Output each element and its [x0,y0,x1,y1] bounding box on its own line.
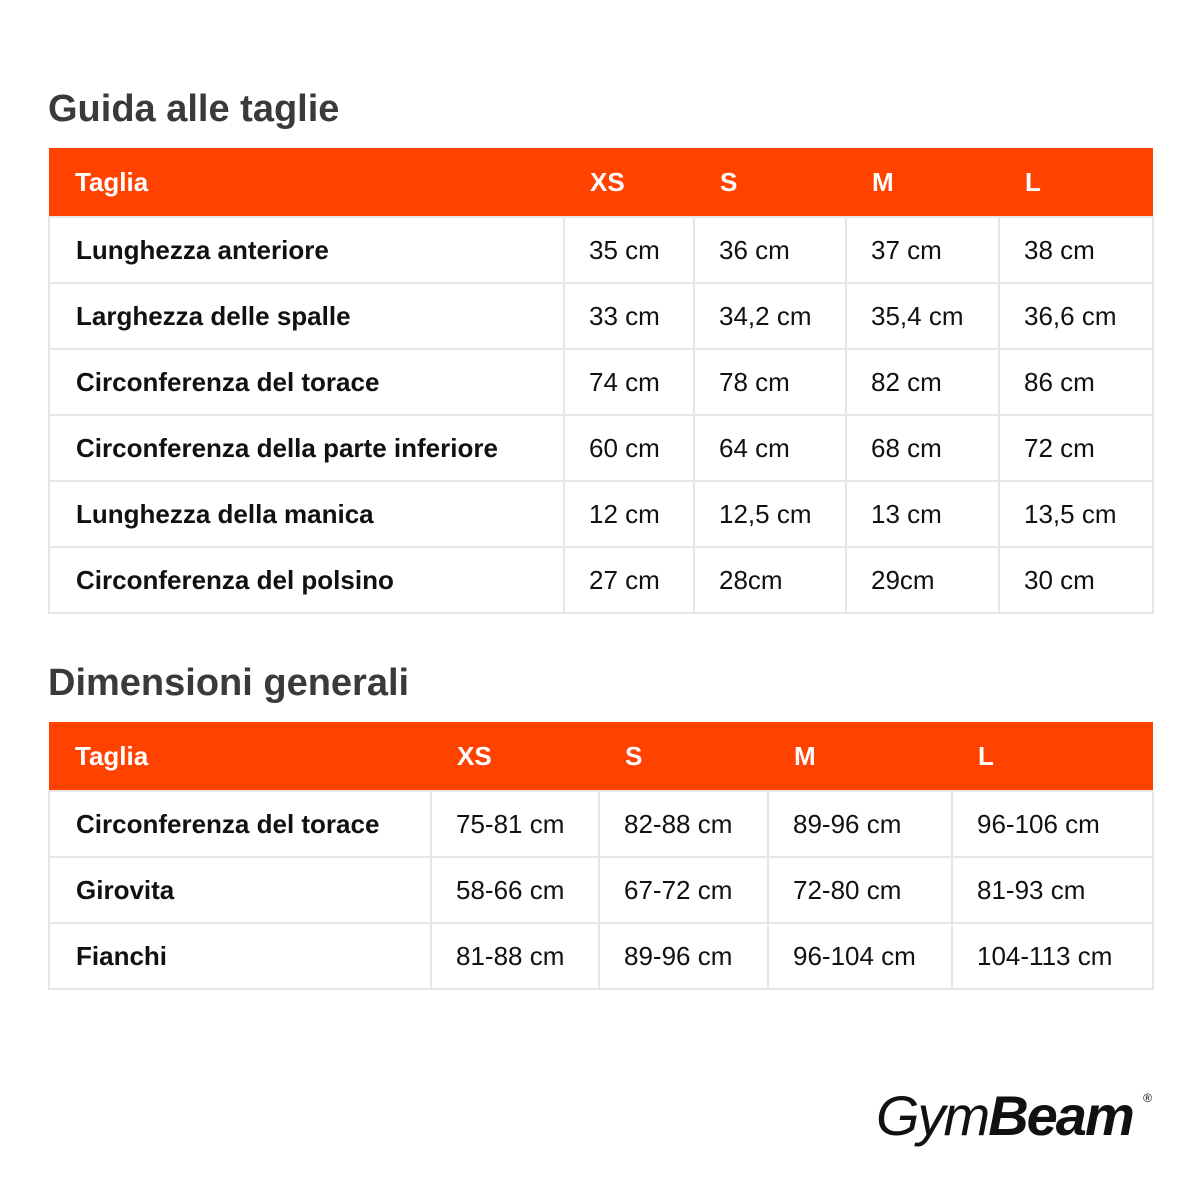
table-cell: 67-72 cm [599,857,768,923]
table-cell: 13,5 cm [999,481,1153,547]
size-guide-title: Guida alle taglie [48,88,340,130]
row-label: Circonferenza della parte inferiore [49,415,564,481]
table-cell: 12 cm [564,481,694,547]
table-cell: 12,5 cm [694,481,846,547]
table-cell: 36,6 cm [999,283,1153,349]
row-label: Circonferenza del torace [49,349,564,415]
header-size-xs: XS [590,166,625,197]
table-cell: 78 cm [694,349,846,415]
logo-text-beam: Beam [988,1084,1133,1147]
header-size-l: L [978,740,994,771]
row-label: Lunghezza della manica [49,481,564,547]
table-row [49,283,1153,349]
table-cell: 29cm [846,547,999,613]
table-cell: 82 cm [846,349,999,415]
header-size-l: L [1025,166,1041,197]
header-size-m: M [794,740,816,771]
row-label: Lunghezza anteriore [49,217,564,283]
table-cell: 28cm [694,547,846,613]
table-cell: 38 cm [999,217,1153,283]
table-cell: 72-80 cm [768,857,952,923]
table-cell: 89-96 cm [768,791,952,857]
table-row [49,791,1153,857]
table-cell: 74 cm [564,349,694,415]
table-cell: 36 cm [694,217,846,283]
table-row [49,349,1153,415]
table-cell: 58-66 cm [431,857,599,923]
table-cell: 82-88 cm [599,791,768,857]
general-dimensions-table [48,722,1154,990]
table-cell: 35,4 cm [846,283,999,349]
header-size-s: S [625,740,643,771]
table-cell: 33 cm [564,283,694,349]
header-size-m: M [872,166,894,197]
table-cell: 68 cm [846,415,999,481]
table-cell: 75-81 cm [431,791,599,857]
row-label: Circonferenza del polsino [49,547,564,613]
table-cell: 96-104 cm [768,923,952,989]
table-cell: 81-93 cm [952,857,1153,923]
table-cell: 96-106 cm [952,791,1153,857]
logo-text-gym: Gym [876,1084,989,1147]
header-size-s: S [720,166,738,197]
table-cell: 37 cm [846,217,999,283]
header-taglia: Taglia [75,166,149,197]
table-cell: 13 cm [846,481,999,547]
table-header-row [49,722,1153,791]
table-row [49,857,1153,923]
table-header-row [49,148,1153,217]
row-label: Fianchi [49,923,431,989]
table-row [49,415,1153,481]
general-dimensions-title: Dimensioni generali [48,662,410,704]
table-cell: 60 cm [564,415,694,481]
table-cell: 104-113 cm [952,923,1153,989]
table-cell: 72 cm [999,415,1153,481]
table-cell: 34,2 cm [694,283,846,349]
size-guide-table [48,148,1154,614]
table-cell: 64 cm [694,415,846,481]
table-cell: 81-88 cm [431,923,599,989]
table-cell: 27 cm [564,547,694,613]
table-row [49,481,1153,547]
table-row [49,923,1153,989]
header-taglia: Taglia [75,740,149,771]
row-label: Girovita [49,857,431,923]
table-row [49,217,1153,283]
row-label: Circonferenza del torace [49,791,431,857]
table-cell: 35 cm [564,217,694,283]
table-cell: 30 cm [999,547,1153,613]
row-label: Larghezza delle spalle [49,283,564,349]
table-cell: 89-96 cm [599,923,768,989]
registered-mark: ® [1143,1091,1152,1105]
table-cell: 86 cm [999,349,1153,415]
header-size-xs: XS [457,740,492,771]
table-row [49,547,1153,613]
gymbeam-logo [876,1084,1156,1158]
